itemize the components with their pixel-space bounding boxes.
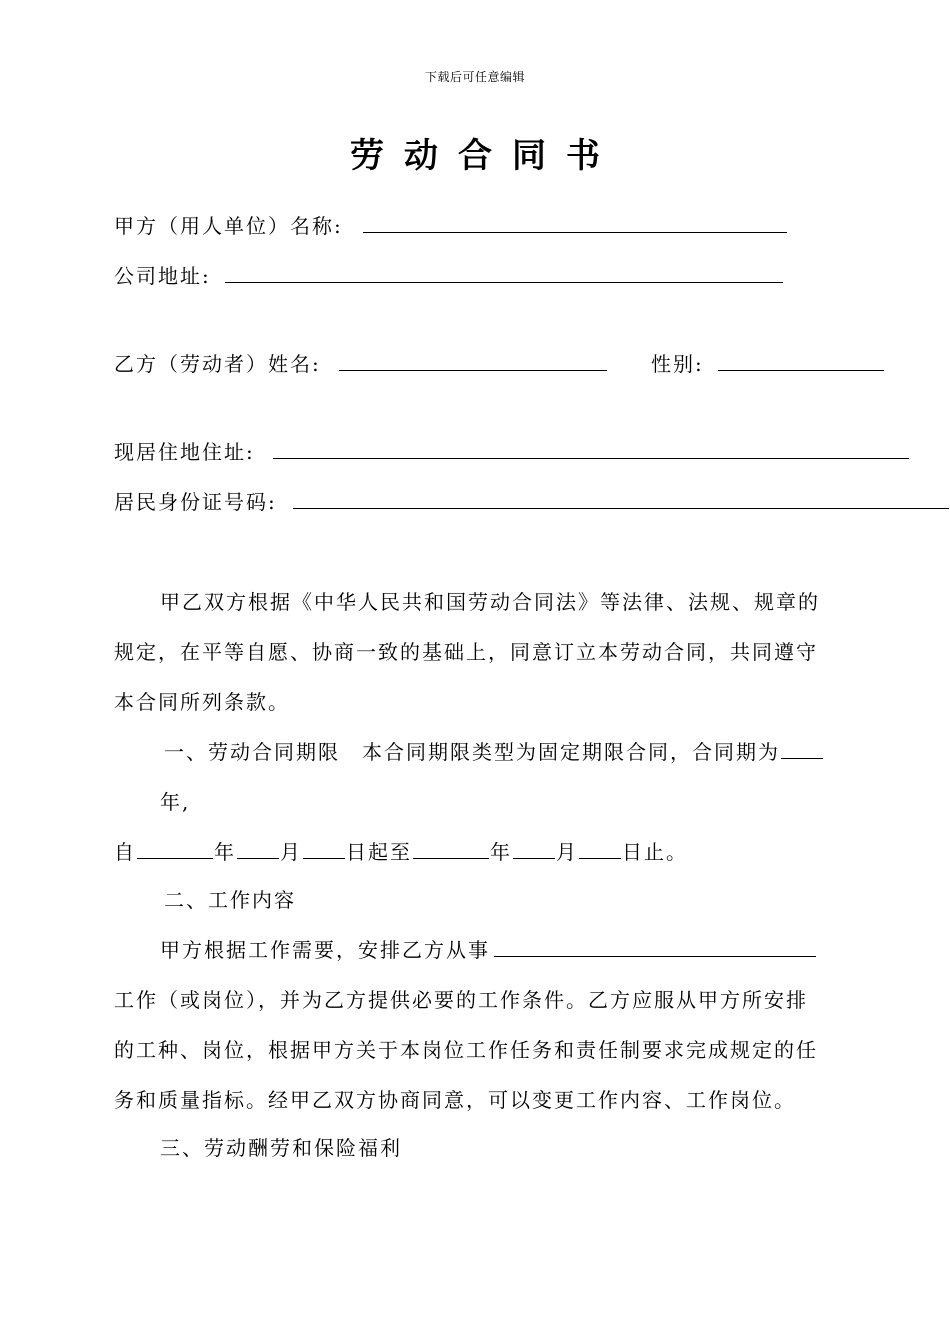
start-day-field[interactable]	[303, 838, 345, 859]
section2-line-1	[160, 936, 817, 964]
party-a-name-row	[114, 212, 788, 240]
section1-text: 一、劳动合同期限 本合同期限类型为固定期限合同，合同期为	[164, 740, 780, 764]
end-month-label: 月	[556, 840, 578, 864]
party-b-name-field[interactable]	[339, 350, 607, 371]
start-month-field[interactable]	[237, 838, 279, 859]
start-day-label: 日起至	[346, 840, 412, 864]
section2-line-2: 工作（或岗位），并为乙方提供必要的工作条件。乙方应服从甲方所安排	[114, 988, 808, 1012]
end-day-field[interactable]	[579, 838, 621, 859]
job-assignment-text: 甲方根据工作需要，安排乙方从事	[160, 938, 490, 962]
end-month-field[interactable]	[513, 838, 555, 859]
id-number-field[interactable]	[293, 488, 949, 509]
job-position-field[interactable]	[494, 936, 816, 957]
section2-line-4: 务和质量指标。经甲乙双方协商同意，可以变更工作内容、工作岗位。	[114, 1088, 796, 1112]
company-address-field[interactable]	[225, 262, 783, 283]
gender-label: 性别:	[651, 352, 704, 376]
company-address-label: 公司地址:	[114, 264, 211, 288]
residence-row	[114, 438, 910, 466]
gender-row	[651, 350, 885, 378]
party-a-name-label: 甲方（用人单位）名称:	[114, 214, 343, 238]
end-year-field[interactable]	[413, 838, 489, 859]
start-year-label: 年	[214, 840, 236, 864]
section1-term	[164, 738, 824, 766]
term-years-field[interactable]	[781, 738, 823, 759]
party-a-address-row	[114, 262, 784, 290]
section2-line-3: 的工种、岗位，根据甲方关于本岗位工作任务和责任制要求完成规定的任	[114, 1038, 818, 1062]
document-title: 劳动合同书	[350, 136, 620, 176]
party-b-name-label: 乙方（劳动者）姓名:	[114, 352, 321, 376]
party-b-name-row	[114, 350, 608, 378]
residence-field[interactable]	[273, 438, 909, 459]
id-number-label: 居民身份证号码:	[114, 490, 277, 514]
gender-field[interactable]	[718, 350, 884, 371]
preamble-line-2: 规定，在平等自愿、协商一致的基础上，同意订立本劳动合同，共同遵守	[114, 640, 818, 664]
residence-label: 现居住地住址:	[114, 440, 255, 464]
contract-period-row	[114, 838, 688, 866]
from-label: 自	[114, 840, 136, 864]
start-month-label: 月	[280, 840, 302, 864]
end-day-label: 日止。	[622, 840, 688, 864]
end-year-label: 年	[490, 840, 512, 864]
start-year-field[interactable]	[137, 838, 213, 859]
party-a-name-field[interactable]	[363, 212, 787, 233]
section1-year-word: 年,	[160, 790, 191, 814]
preamble-line-3: 本合同所列条款。	[114, 690, 290, 714]
section3-heading: 三、劳动酬劳和保险福利	[160, 1136, 402, 1160]
id-number-row	[114, 488, 950, 516]
preamble-line-1: 甲乙双方根据《中华人民共和国劳动合同法》等法律、法规、规章的	[160, 590, 820, 614]
section2-heading: 二、工作内容	[164, 888, 296, 912]
page-header: 下载后可任意编辑	[424, 70, 525, 84]
